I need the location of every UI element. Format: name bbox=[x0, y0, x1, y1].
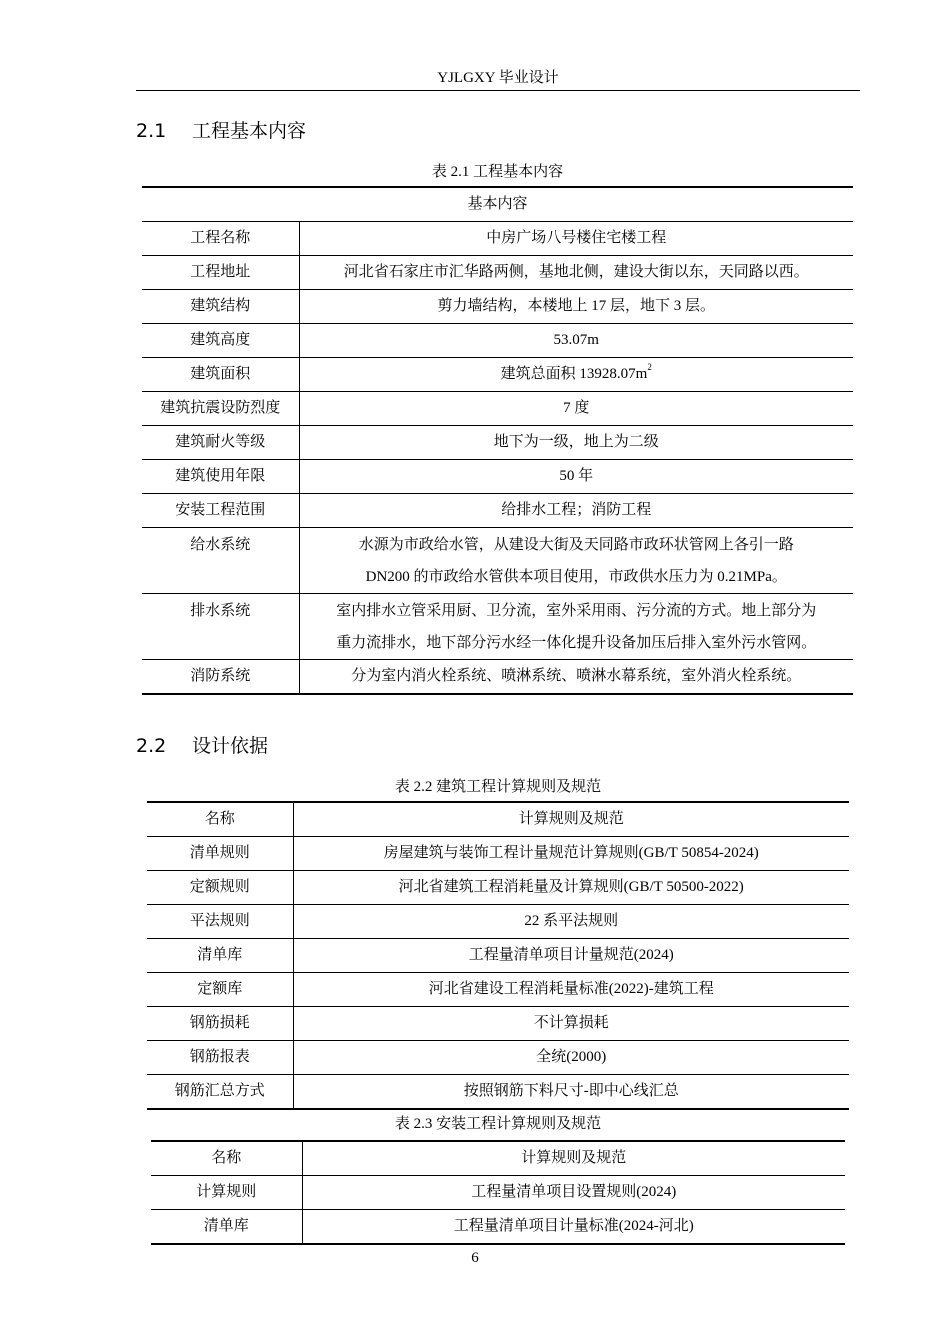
table-row bbox=[147, 973, 849, 1007]
section-heading-2-1 bbox=[136, 118, 306, 144]
row-label: 钢筋报表 bbox=[147, 1041, 293, 1075]
table-header-cell: 基本内容 bbox=[142, 187, 853, 222]
section-title: 工程基本内容 bbox=[192, 120, 307, 142]
area-unit-superscript: 2 bbox=[647, 362, 652, 372]
row-label: 给水系统 bbox=[142, 528, 299, 594]
row-value: 中房广场八号楼住宅楼工程 bbox=[299, 222, 853, 256]
row-value: 工程量清单项目计量规范(2024) bbox=[293, 939, 849, 973]
table-1-caption: 表 2.1 工程基本内容 bbox=[431, 164, 564, 180]
table-row bbox=[142, 290, 853, 324]
table-3-caption: 表 2.3 安装工程计算规则及规范 bbox=[394, 1116, 602, 1132]
table-row bbox=[147, 1007, 849, 1041]
table-row bbox=[142, 426, 853, 460]
row-label: 工程名称 bbox=[142, 222, 299, 256]
row-label: 定额库 bbox=[147, 973, 293, 1007]
row-label: 建筑面积 bbox=[142, 358, 299, 392]
row-label: 钢筋汇总方式 bbox=[147, 1075, 293, 1110]
row-value: 给排水工程；消防工程 bbox=[299, 494, 853, 528]
row-value: 工程量清单项目计量标准(2024-河北) bbox=[302, 1210, 845, 1245]
row-label: 工程地址 bbox=[142, 256, 299, 290]
row-label: 定额规则 bbox=[147, 871, 293, 905]
area-value: 建筑总面积 13928.07m bbox=[500, 366, 648, 382]
row-label: 钢筋损耗 bbox=[147, 1007, 293, 1041]
column-header-rules: 计算规则及规范 bbox=[293, 802, 849, 837]
row-value: 按照钢筋下料尺寸-即中心线汇总 bbox=[293, 1075, 849, 1110]
table-row bbox=[147, 1075, 849, 1110]
table-row bbox=[151, 1176, 845, 1210]
row-label: 建筑抗震设防烈度 bbox=[142, 392, 299, 426]
row-value: 剪力墙结构，本楼地上 17 层，地下 3 层。 bbox=[299, 290, 853, 324]
table-row bbox=[147, 939, 849, 973]
row-value bbox=[299, 594, 853, 660]
row-label: 清单库 bbox=[147, 939, 293, 973]
row-label: 建筑使用年限 bbox=[142, 460, 299, 494]
table-1-basic-content bbox=[142, 186, 853, 695]
table-header-row bbox=[147, 802, 849, 837]
value-line: 室内排水立管采用厨、卫分流，室外采用雨、污分流的方式。地上部分为 bbox=[336, 603, 817, 619]
table-row bbox=[142, 358, 853, 392]
table-row bbox=[147, 905, 849, 939]
row-value: 河北省建设工程消耗量标准(2022)-建筑工程 bbox=[293, 973, 849, 1007]
section-number: 2.2 bbox=[136, 735, 167, 757]
table-header-row bbox=[142, 187, 853, 222]
table-row bbox=[147, 871, 849, 905]
table-row bbox=[142, 660, 853, 695]
row-label: 清单规则 bbox=[147, 837, 293, 871]
table-row bbox=[142, 324, 853, 358]
table-header-row bbox=[151, 1141, 845, 1176]
table-row bbox=[142, 494, 853, 528]
table-2-caption: 表 2.2 建筑工程计算规则及规范 bbox=[394, 779, 602, 795]
row-label: 平法规则 bbox=[147, 905, 293, 939]
row-label: 消防系统 bbox=[142, 660, 299, 695]
row-value: 地下为一级，地上为二级 bbox=[299, 426, 853, 460]
table-row bbox=[142, 594, 853, 660]
section-heading-2-2 bbox=[136, 733, 268, 759]
table-row bbox=[142, 392, 853, 426]
row-label: 安装工程范围 bbox=[142, 494, 299, 528]
table-row bbox=[147, 1041, 849, 1075]
column-header-name: 名称 bbox=[151, 1141, 302, 1176]
row-value: 22 系平法规则 bbox=[293, 905, 849, 939]
table-row bbox=[142, 256, 853, 290]
table-row bbox=[142, 460, 853, 494]
column-header-name: 名称 bbox=[147, 802, 293, 837]
section-number: 2.1 bbox=[136, 120, 167, 142]
table-3-installation-rules bbox=[151, 1140, 845, 1245]
page-header: YJLGXY 毕业设计 bbox=[136, 66, 860, 91]
column-header-rules: 计算规则及规范 bbox=[302, 1141, 845, 1176]
row-label: 建筑结构 bbox=[142, 290, 299, 324]
value-line: DN200 的市政给水管供本项目使用，市政供水压力为 0.21MPa。 bbox=[365, 569, 787, 585]
row-value: 分为室内消火栓系统、喷淋系统、喷淋水幕系统，室外消火栓系统。 bbox=[299, 660, 853, 695]
row-value: 53.07m bbox=[299, 324, 853, 358]
row-value: 全统(2000) bbox=[293, 1041, 849, 1075]
row-label: 排水系统 bbox=[142, 594, 299, 660]
row-label: 清单库 bbox=[151, 1210, 302, 1245]
row-value: 7 度 bbox=[299, 392, 853, 426]
row-value bbox=[299, 528, 853, 594]
row-value: 河北省石家庄市汇华路两侧，基地北侧，建设大街以东，天同路以西。 bbox=[299, 256, 853, 290]
row-value: 50 年 bbox=[299, 460, 853, 494]
row-label: 建筑耐火等级 bbox=[142, 426, 299, 460]
value-line: 重力流排水，地下部分污水经一体化提升设备加压后排入室外污水管网。 bbox=[336, 635, 817, 651]
row-value bbox=[299, 358, 853, 392]
table-row bbox=[147, 837, 849, 871]
table-row bbox=[151, 1210, 845, 1245]
page-number: 6 bbox=[471, 1250, 479, 1266]
table-2-building-rules bbox=[147, 801, 849, 1110]
row-value: 房屋建筑与装饰工程计量规范计算规则(GB/T 50854-2024) bbox=[293, 837, 849, 871]
table-row bbox=[142, 222, 853, 256]
row-value: 河北省建筑工程消耗量及计算规则(GB/T 50500-2022) bbox=[293, 871, 849, 905]
row-value: 工程量清单项目设置规则(2024) bbox=[302, 1176, 845, 1210]
value-line: 水源为市政给水管，从建设大街及天同路市政环状管网上各引一路 bbox=[358, 537, 794, 553]
table-row bbox=[142, 528, 853, 594]
row-label: 建筑高度 bbox=[142, 324, 299, 358]
row-value: 不计算损耗 bbox=[293, 1007, 849, 1041]
row-label: 计算规则 bbox=[151, 1176, 302, 1210]
section-title: 设计依据 bbox=[192, 735, 269, 757]
